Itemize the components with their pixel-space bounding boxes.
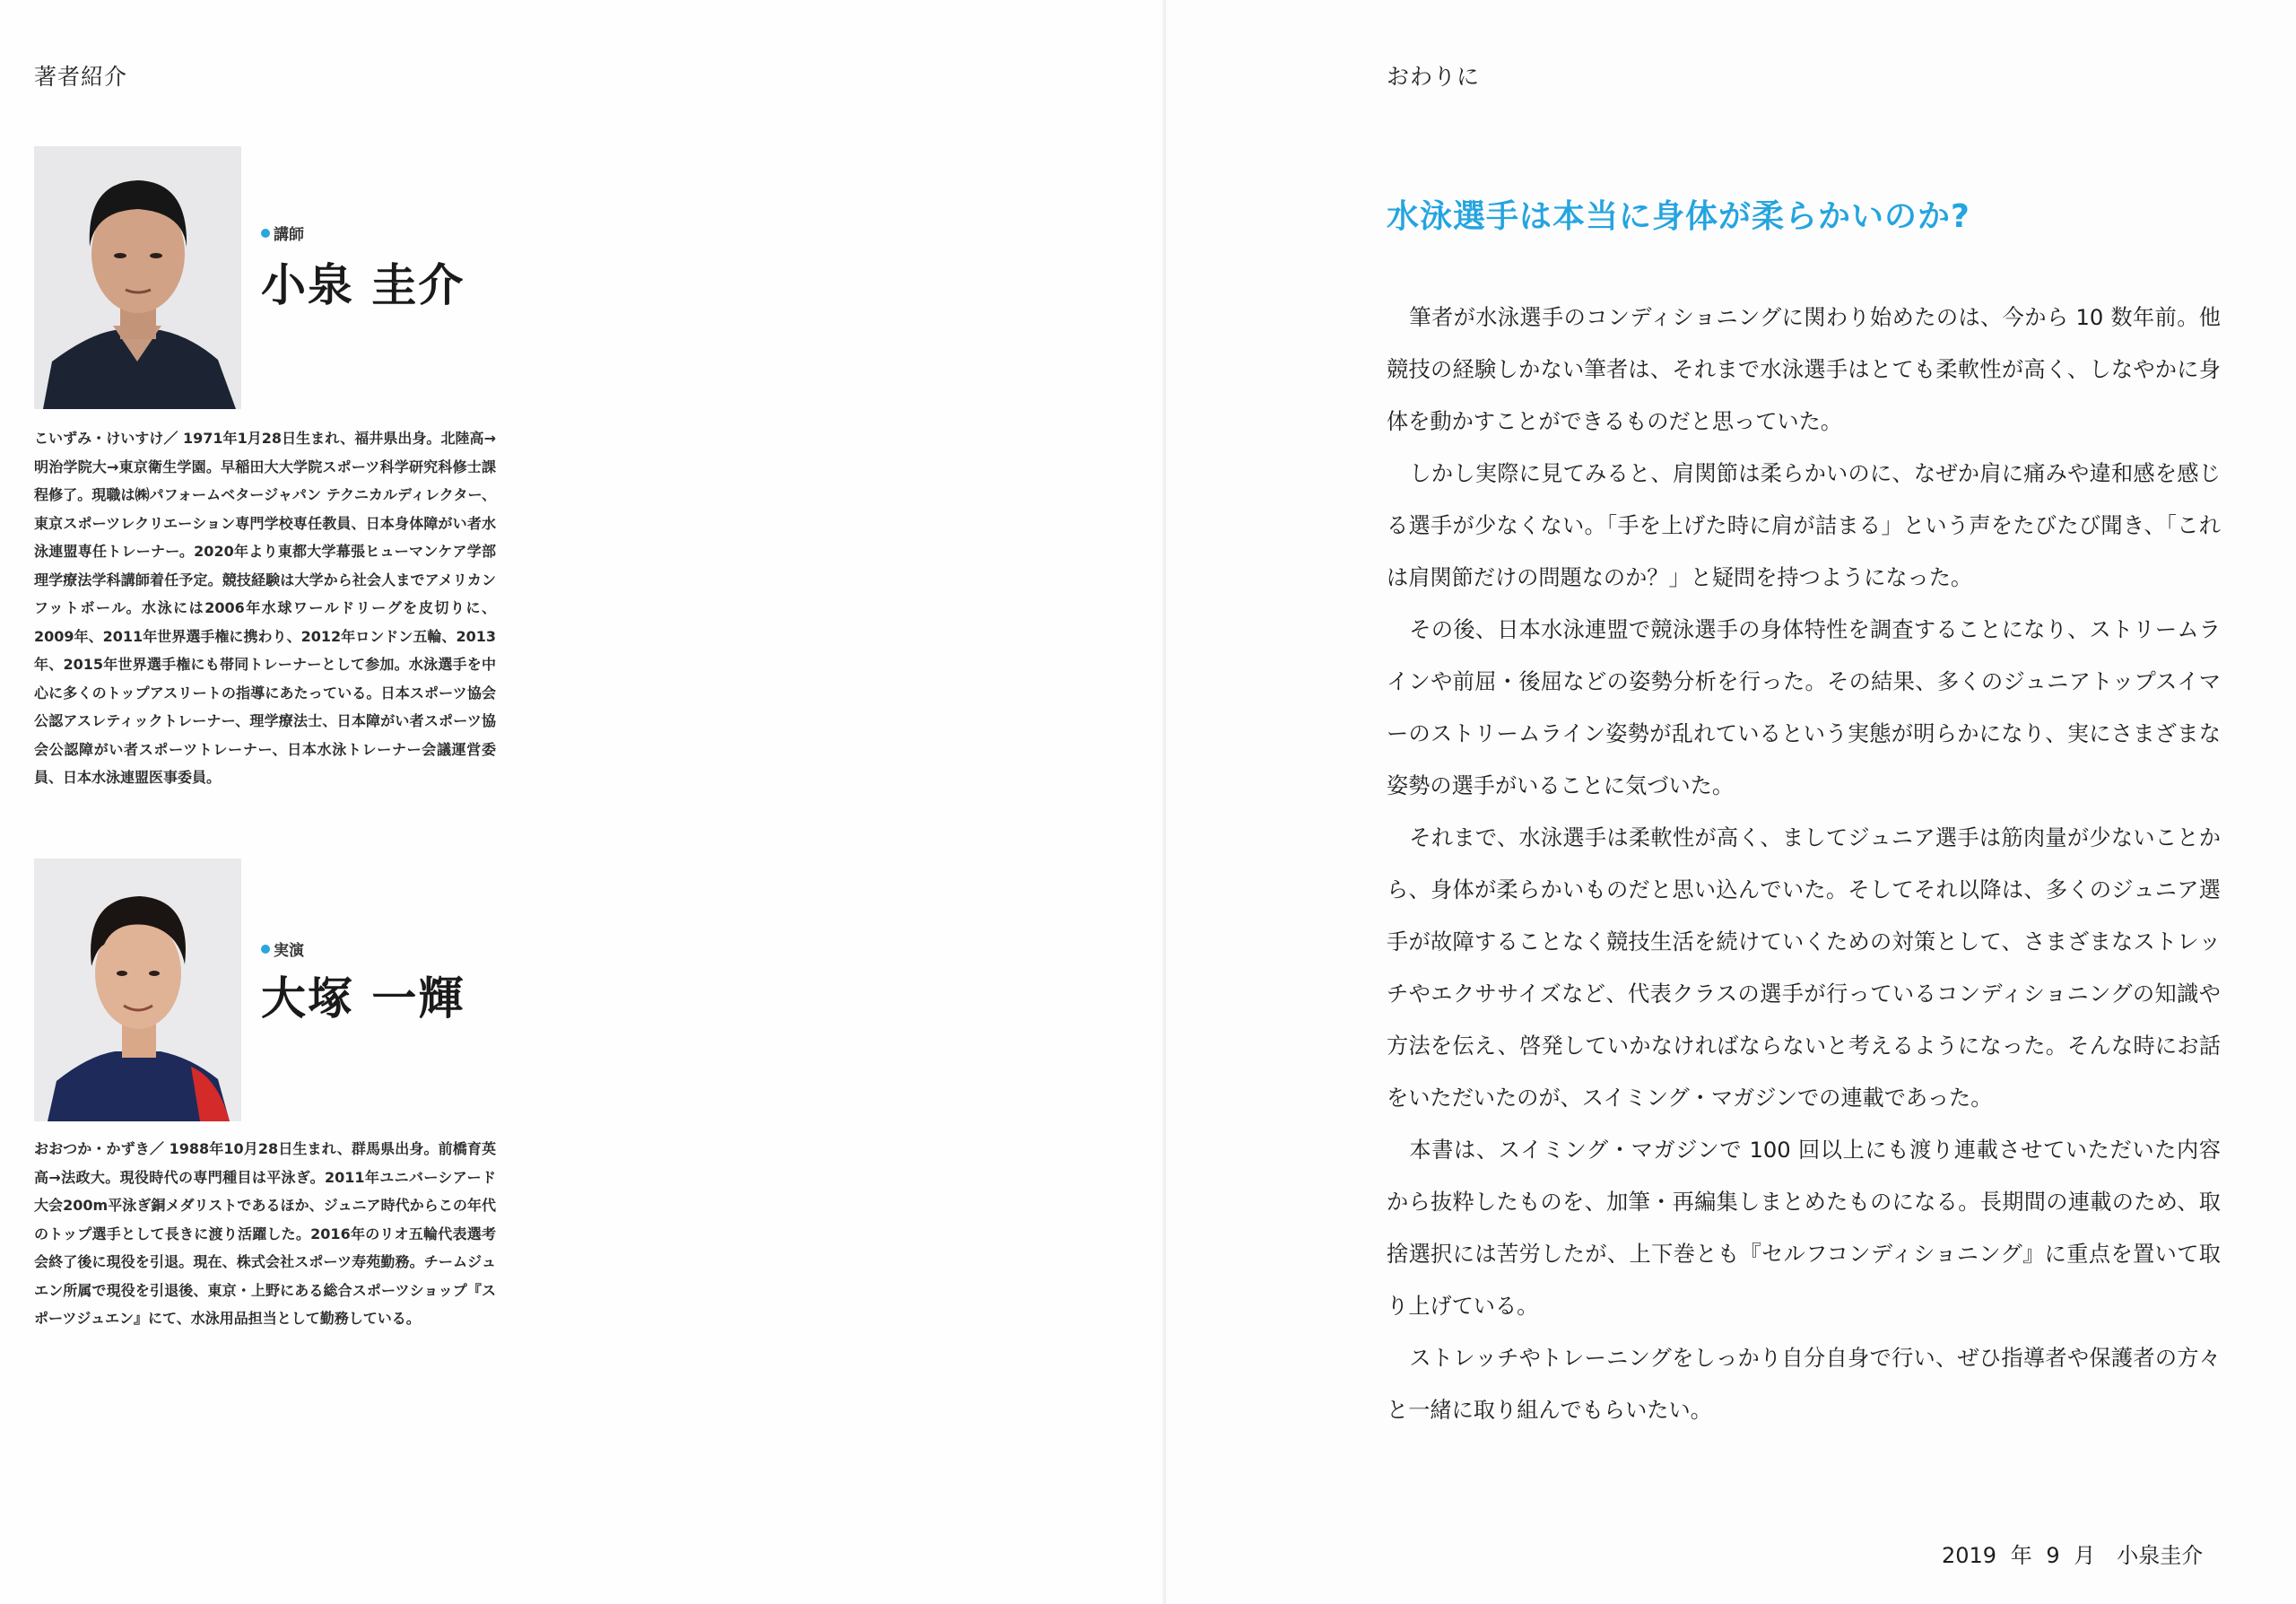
paragraph: ストレッチやトレーニングをしっかり自分自身で行い、ぜひ指導者や保護者の方々と一緒に取り組んでもらいたい。 [1387, 1346, 2221, 1423]
role-tag-demonstrator [261, 937, 304, 960]
author-bio [34, 1135, 496, 1333]
author-name: 大塚 一輝 [261, 972, 465, 1024]
page-header: 著者紹介 [34, 64, 128, 90]
portrait-illustration [34, 859, 241, 1121]
author-bio-text: おおつか・かずき／ 1988年10月28日生まれ、群馬県出身。前橋育英高→法政大。現役時代の専門種目は平泳ぎ。2011年ユニバーシアード大会200m平泳ぎ銅メダリストであるほか、ジュニア時代からこの年代のトップ選手として長きに渡り活躍した。2016年のリオ五輪代表選考会終了後に現役を引退。現在、株式会社スポーツ寿苑勤務。チームジュエン所属で現役を引退後、東京・上野にある総合スポーツショップ『スポーツジュエン』にて、水泳用品担当として勤務している。 [34, 1140, 496, 1327]
paragraph: 筆者が水泳選手のコンディショニングに関わり始めたのは、今から 10 数年前。他競技の経験しかない筆者は、それまで水泳選手はとても柔軟性が高く、しなやかに身体を動かすことができるものだと思っていた。 [1387, 305, 2221, 434]
bullet-icon [261, 229, 270, 238]
role-tag-lecturer [261, 222, 304, 244]
author-bio-text: こいずみ・けいすけ／ 1971年1月28日生まれ、福井県出身。北陸高→明治学院大→東京衛生学園。早稲田大大学院スポーツ科学研究科修士課程修了。現職は㈱パフォームベタージャパン テクニカルディレクター、東京スポーツレクリエーション専門学校専任教員、日本身体障がい者水泳連盟専任トレーナー。2020年より東都大学幕張ヒューマンケア学部理学療法学科講師着任予定。競技経験は大学から社会人までアメリカンフットボール。水泳には2006年水球ワールドリーグを皮切りに、2009年、2011年世界選手権に携わり、2012年ロンドン五輪、2013年、2015年世界選手権にも帯同トレーナーとして参加。水泳選手を中心に多くのトップアスリートの指導にあたっている。日本スポーツ協会公認アスレティックトレーナー、理学療法士、日本障がい者スポーツ協会公認障がい者スポーツトレーナー、日本水泳トレーナー会議運営委員、日本水泳連盟医事委員。 [34, 430, 496, 786]
bullet-icon [261, 945, 270, 954]
page-header: おわりに [1387, 64, 1481, 90]
author-photo-otsuka [34, 859, 241, 1121]
afterword-body [1387, 292, 2221, 1436]
role-label: 実演 [274, 942, 304, 960]
paragraph: それまで、水泳選手は柔軟性が高く、ましてジュニア選手は筋肉量が少ないことから、身体が柔らかいものだと思い込んでいた。そしてそれ以降は、多くのジュニア選手が故障することなく競技生活を続けていくための対策として、さまざまなストレッチやエクササイズなど、代表クラスの選手が行っているコンディショニングの知識や方法を伝え、啓発していかなければならないと考えるようになった。そんな時にお話をいただいたのが、スイミング・マガジンでの連載であった。 [1387, 825, 2221, 1111]
right-page [1166, 0, 2296, 1604]
paragraph: その後、日本水泳連盟で競泳選手の身体特性を調査することになり、ストリームラインや前屈・後屈などの姿勢分析を行った。その結果、多くのジュニアトップスイマーのストリームライン姿勢が乱れているという実態が明らかになり、実にさまざまな姿勢の選手がいることに気づいた。 [1387, 617, 2221, 798]
portrait-illustration [34, 146, 241, 409]
role-label: 講師 [274, 226, 304, 244]
author-bio [34, 424, 496, 792]
author-name: 小泉 圭介 [261, 259, 465, 311]
author-photo-koizumi [34, 146, 241, 409]
paragraph: 本書は、スイミング・マガジンで 100 回以上にも渡り連載させていただいた内容から抜粋したものを、加筆・再編集しまとめたものになる。長期間の連載のため、取捨選択には苦労したが、上下巻とも『セルフコンディショニング』に重点を置いて取り上げている。 [1387, 1138, 2221, 1319]
paragraph: しかし実際に見てみると、肩関節は柔らかいのに、なぜか肩に痛みや違和感を感じる選手が少なくない。「手を上げた時に肩が詰まる」という声をたびたび聞き、「これは肩関節だけの問題なのか？」と疑問を持つようになった。 [1387, 461, 2221, 590]
signature-date: 2019 年 9 月 小泉圭介 [1942, 1543, 2204, 1568]
section-title: 水泳選手は本当に身体が柔らかいのか? [1387, 198, 1970, 235]
